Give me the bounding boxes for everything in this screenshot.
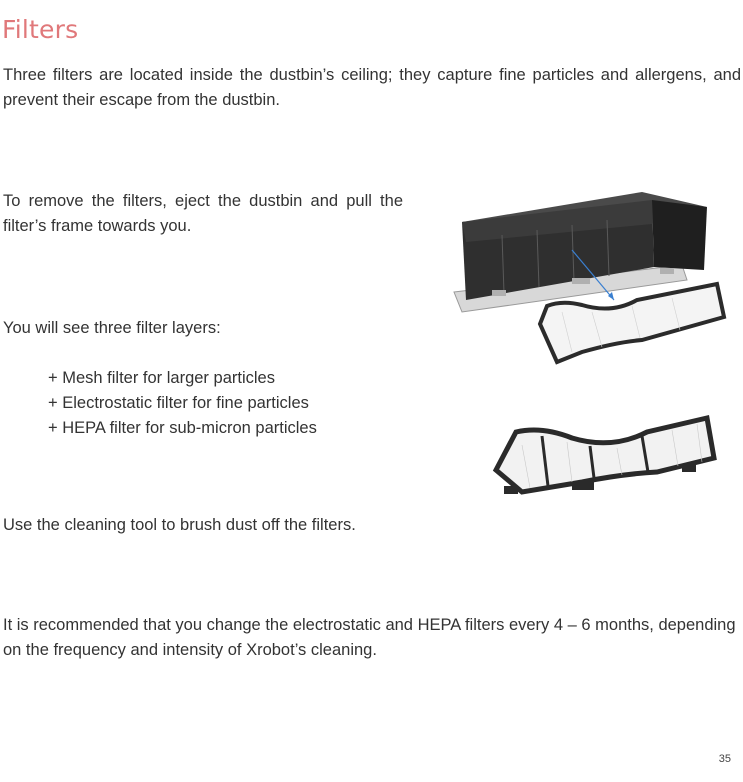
dustbin-filter-illustration	[432, 172, 732, 372]
filter-frame-illustration	[482, 410, 722, 505]
filter-layers-list	[48, 366, 317, 441]
list-item: + Mesh filter for larger particles	[48, 369, 275, 387]
list-item: + HEPA filter for sub-micron particles	[48, 419, 317, 437]
cleaning-instructions: Use the cleaning tool to brush dust off the filters.	[3, 516, 356, 534]
filter-layers-heading: You will see three filter layers:	[3, 319, 221, 337]
page-title: Filters	[2, 14, 79, 44]
page-number: 35	[718, 753, 731, 765]
replacement-recommendation: It is recommended that you change the electrostatic and HEPA filters every 4 – 6 months, depending on the frequency and intensity of Xrobot’s cleaning.	[3, 616, 736, 659]
list-item: + Electrostatic filter for fine particles	[48, 394, 309, 412]
intro-paragraph: Three filters are located inside the dustbin’s ceiling; they capture fine particles and allergens, and prevent their escape from the dustbin.	[3, 66, 741, 109]
remove-instructions: To remove the filters, eject the dustbin and pull the filter’s frame towards you.	[3, 192, 403, 235]
